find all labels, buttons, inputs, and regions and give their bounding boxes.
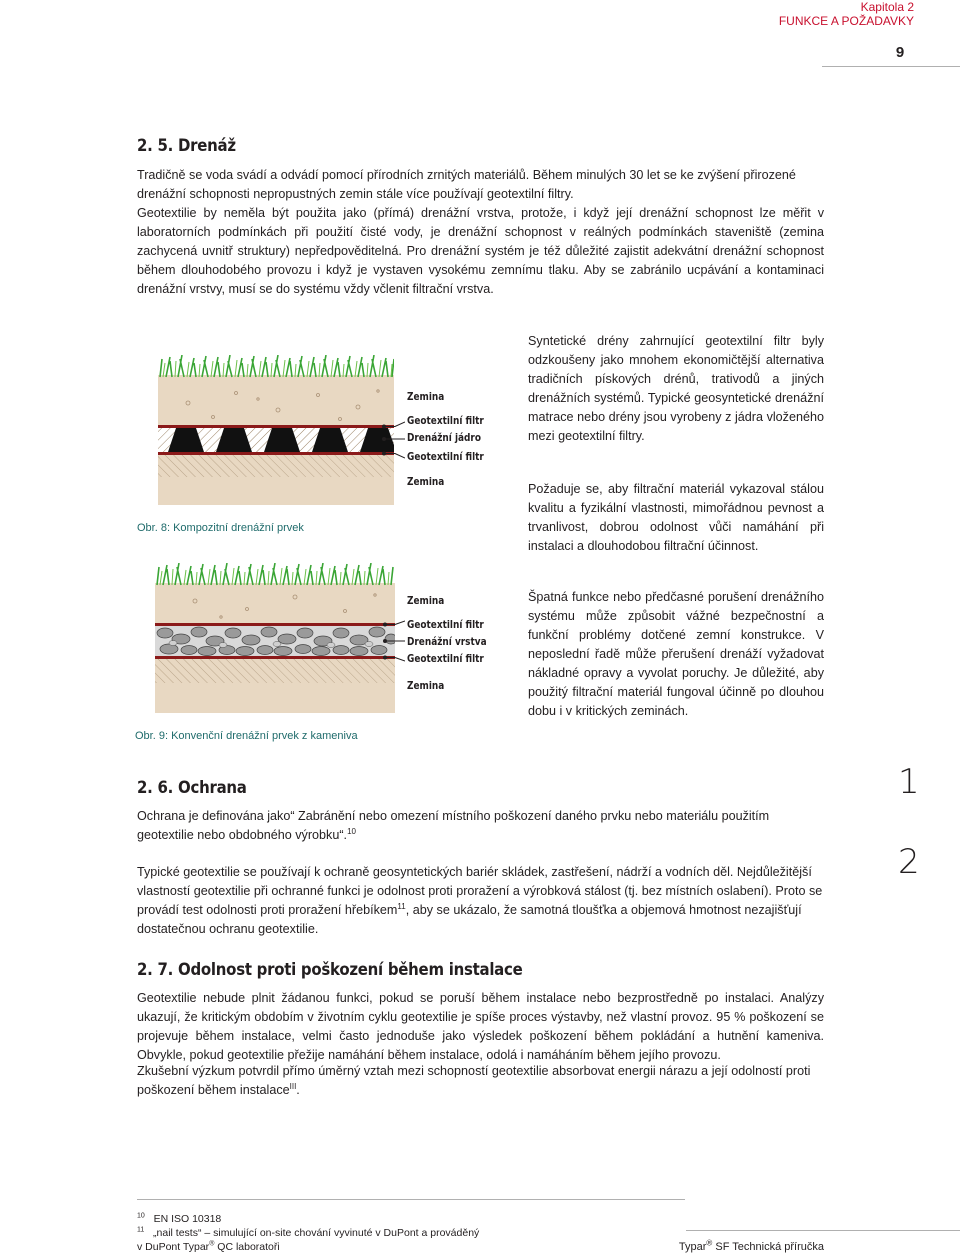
footnote-rule <box>137 1199 685 1200</box>
footnote-11: $^{11}$ „nail tests“ – simulující on-site chování vyvinuté v DuPont a prováděný <box>137 1226 480 1239</box>
chapter-title: FUNKCE A POŽADAVKY <box>778 14 914 28</box>
fig9-pointer-lines <box>385 620 405 664</box>
chapter-label: Kapitola 2 <box>860 0 914 14</box>
fig9-label-soil-bottom: Zemina <box>407 680 445 692</box>
section-heading-protection: 2. 6. Ochrana <box>137 778 247 798</box>
fig8-label-filter-bottom: Geotextilní filtr <box>407 451 484 463</box>
drainage-paragraph-1: Tradičně se voda svádí a odvádí pomocí přírodních zrnitých materiálů. Během minulých 30 let se ke zvýšení přirozené drenážní schopnosti nepropustných zemin stále více používají geotextilní filtry. <box>137 168 796 201</box>
section-heading-drainage: 2. 5. Drenáž <box>137 136 236 156</box>
fig8-label-filter-top: Geotextilní filtr <box>407 415 484 427</box>
fig9-label-filter-bottom: Geotextilní filtr <box>407 653 484 665</box>
margin-number-1: 1 <box>898 762 920 802</box>
fig8-label-soil-top: Zemina <box>407 391 445 403</box>
composite-drain-illustration <box>158 355 394 505</box>
page-number: 9 <box>895 44 905 61</box>
fig9-text: Špatná funkce nebo předčasné porušení drenážního systému může způsobit vážné bezpečnostní a funkční problémy dotčené zemní konstrukce. V neposlední řadě může přerušení drenáží vyžadovat nákladné opravy a vyvolat poruchy. Je důležité, aby použitý filtrační materiál fungoval účinně po dlouhou dobu i v kritických zeminách. <box>528 590 824 718</box>
installation-paragraph-2: Zkušební výzkum potvrdil přímo úměrný vztah mezi schopností geotextilie absorbovat energii nárazu a její odolností proti poškození během instalace$^{III}$. <box>137 1064 811 1097</box>
protection-paragraph-1: Ochrana je definována jako“ Zabránění nebo omezení místního poškození daného prvku nebo materiálu použitím geotextilie nebo obdobného výrobku“.$^{10}$ <box>137 809 770 842</box>
section-heading-installation-damage: 2. 7. Odolnost proti poškození během instalace <box>137 960 523 980</box>
footer-rule <box>686 1230 960 1231</box>
footnote-10: $^{10}$ EN ISO 10318 <box>137 1212 222 1225</box>
installation-paragraph-1: Geotextilie nebude plnit žádanou funkci, pokud se poruší během instalace nebo bezprostředně po instalaci. Analýzy ukazují, že kritickým obdobím v životním cyklu geotextilie je spíše proces výstavby, než vlastní provoz. 95 % poškození se projevuje během instalace, velmi často jednoduše jako výsledek poškození během pokládání a hutnění kameniva. Obvykle, pokud geotextilie přežije namáhání během instalace, odolá i namáháním během jejího provozu. <box>137 991 824 1062</box>
fig8-label-core: Drenážní jádro <box>407 432 481 444</box>
fig8-text-1: Syntetické drény zahrnující geotextilní filtr byly odzkoušeny jako mnohem ekonomičtější alternativa tradičních pískových drénů, trativodů a jiných drenážních systémů. Typické geosyntetické drenážní matrace nebo drény jsou vyrobeny z jádra vloženého mezi geotextilní filtry. <box>528 334 824 443</box>
margin-number-2: 2 <box>898 842 920 882</box>
fig8-caption: Obr. 8: Kompozitní drenážní prvek <box>137 522 304 534</box>
drainage-paragraph-2: Geotextilie by neměla být použita jako (přímá) drenážní vrstva, protože, i když její drenážní schopnost lze měřit v laboratorních podmínkách při použití čisté vody, je drenážní schopnost v reálných podmínkách staveniště (zemina zachycená uvnitř struktury) nepředpověditelná. Pro drenážní systém je též důležité zajistit adekvátní drenážní schopnost během dlouhodobého provozu i když je vystaven vysokému zemnímu tlaku. Aby se zabránilo ucpávání a kontaminaci drenážní vrstvy, musí se do systému vždy včlenit filtrační vrstva. <box>137 206 824 296</box>
fig8-pointer-lines <box>383 420 405 462</box>
footer-brand: Typar® SF Technická příručka <box>678 1238 824 1253</box>
protection-paragraph-2: Typické geotextilie se používají k ochraně geosyntetických bariér skládek, zastřešení, nádrží a vodních děl. Nejdůležitější vlastností geotextilie při ochranné funkci je odolnost proti proražení a výrobková stálost (tj. bez místních oslabení). Proto se provádí test odolnosti proti proražení hřebíkem$^{11}$, aby se ukázalo, že samotná tloušťka a objemová hmotnost nezajišťují dostatečnou ochranu geotextilie. <box>137 865 823 936</box>
fig8-label-soil-bottom: Zemina <box>407 476 445 488</box>
fig8-text-2: Požaduje se, aby filtrační materiál vykazoval stálou kvalitu a fyzikální vlastnosti, mimořádnou pevnost a trvanlivost, dobrou odolnost vůči namáhání při instalaci a dlouhodobou filtrační účinnost. <box>528 482 824 553</box>
fig9-label-drain-layer: Drenážní vrstva <box>407 636 487 648</box>
fig9-label-filter-top: Geotextilní filtr <box>407 619 484 631</box>
aggregate-drain-illustration <box>155 563 395 713</box>
fig9-label-soil-top: Zemina <box>407 595 445 607</box>
fig9-caption: Obr. 9: Konvenční drenážní prvek z kameniva <box>135 730 358 742</box>
header-rule <box>822 66 960 67</box>
footnote-11-continued: v DuPont Typar® QC laboratoři <box>137 1240 280 1253</box>
